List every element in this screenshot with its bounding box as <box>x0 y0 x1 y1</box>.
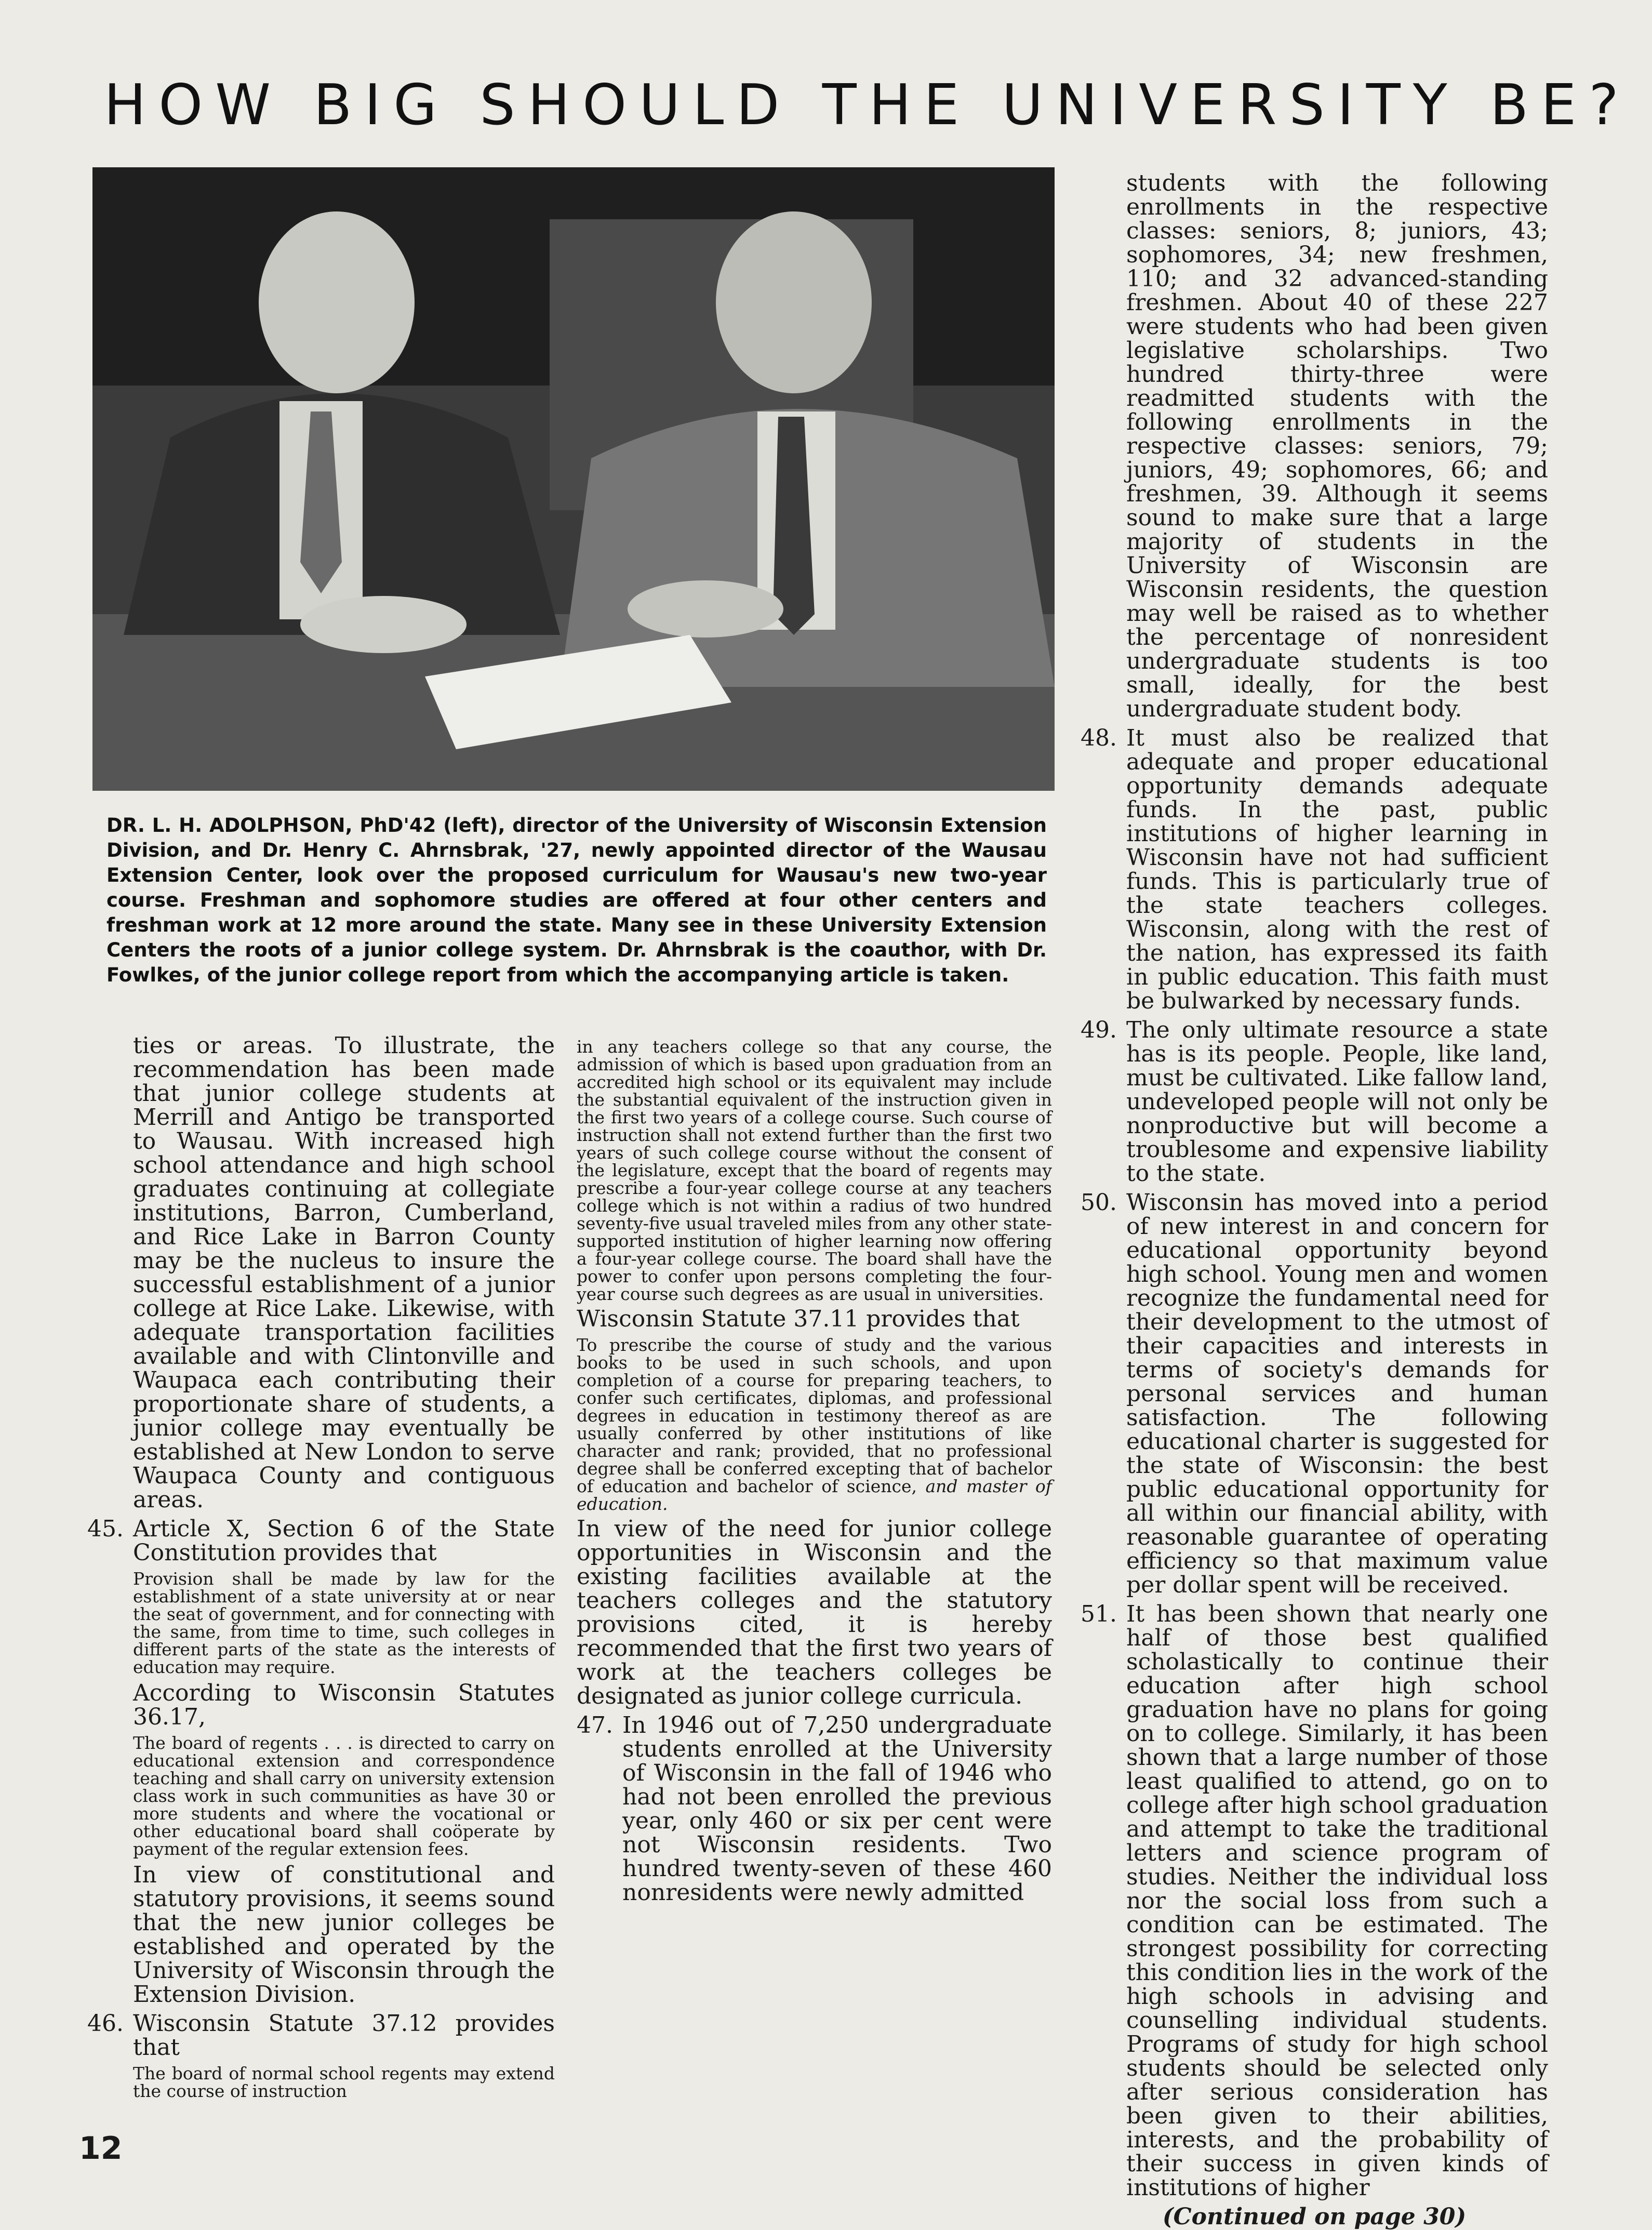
paragraph-text: The only ultimate resource a state has is its people. People, like land, must be cultivated. Like fallow land, undeveloped people will not only be nonproductive but will become a troublesome and expensive liability to the state. <box>1126 1017 1548 1187</box>
paragraph-47-continued: students with the following enrollments in the respective classes: seniors, 8; juniors, 43; sophomores, 34; new freshmen, 110; and 32 advanced-standing freshmen. About 40 of these 227 were students who had been given legislative scholarships. Two hundred thirty-three were readmitted students with the following enrollments in the respective classes: seniors, 79; juniors, 49; sophomores, 66; and freshmen, 39. Although it seems sound to make sure that a large majority of students in the University of Wisconsin are Wisconsin residents, the question may well be raised as to whether the percentage of nonresident undergraduate students is too small, ideally, for the best undergraduate student body. <box>1126 170 1548 722</box>
paragraph-number: 46. <box>87 2010 124 2037</box>
paragraph-text: It must also be realized that adequate and proper educational opportunity demands adequate funds. In the past, public institutions of higher learning in Wisconsin have not had sufficient funds. This is particularly true of the state teachers colleges. Wisconsin, along with the rest of the nation, has expressed its faith in public education. This faith must be bulwarked by necessary funds. <box>1126 725 1548 1014</box>
paragraph-45 <box>87 1517 555 1565</box>
paragraph-number: 50. <box>1081 1189 1117 1216</box>
quote-statute-37-12: The board of normal school regents may extend the course of instruction <box>133 2063 555 2101</box>
quote-statute-36-17: The board of regents . . . is directed to carry on educational extension and correspondence teaching and shall carry on university extension class work in such communities as have 30 or more students and where the vocational or other educational board shall coöperate by payment of the regular extension fees. <box>133 1733 555 1859</box>
paragraph-51 <box>1081 1602 1548 2200</box>
paragraph-statute-36-17: According to Wisconsin Statutes 36.17, <box>133 1680 555 1730</box>
photo-two-men-at-table <box>92 167 1055 791</box>
paragraph-number: 48. <box>1081 725 1117 751</box>
right-column <box>1081 170 1548 2230</box>
paragraph-recommendation-teachers-colleges: In view of the need for junior college opportunities in Wisconsin and the existing facilities available at the teachers colleges and the statutory provisions cited, it is hereby recommended that the first two years of work at the teachers colleges be designated as junior college curricula. <box>577 1516 1052 1709</box>
paragraph-50 <box>1081 1191 1548 1597</box>
photo-caption: DR. L. H. ADOLPHSON, PhD'42 (left), director of the University of Wisconsin Extension Division, and Dr. Henry C. Ahrnsbrak, '27, newly appointed director of the Wausau Extension Center, look over the proposed curriculum for Wausau's new two-year course. Freshman and sophomore studies are offered at four other centers and freshman work at 12 more around the state. Many see in these University Extension Centers the roots of a junior college system. Dr. Ahrnsbrak is the coauthor, with Dr. Fowlkes, of the junior college report from which the accompanying article is taken. <box>106 814 1047 986</box>
paragraph-46 <box>87 2012 555 2060</box>
paragraph-number: 45. <box>87 1516 124 1542</box>
quote-text: To prescribe the course of study and the various books to be used in such schools, and upon completion of a course for preparing teachers, to confer such certificates, diplomas, and professional degrees in education in testimony thereof as are usually conferred by other institutions of like character and rank; provided, that no professional degree shall be conferred excepting that of bachelor of education and bachelor of science, <box>577 1335 1052 1496</box>
paragraph-statute-37-11: Wisconsin Statute 37.11 provides that <box>577 1306 1020 1332</box>
left-column <box>87 1034 555 2115</box>
quote-italic-text: and master of education. <box>577 1476 1052 1514</box>
paragraph-text: Wisconsin Statute 37.12 provides that <box>133 2010 555 2061</box>
paragraph-48 <box>1081 726 1548 1013</box>
middle-column <box>577 1038 1052 2119</box>
paragraph-49 <box>1081 1018 1548 1186</box>
paragraph-number: 51. <box>1081 1601 1117 1627</box>
paragraph-continued: ties or areas. To illustrate, the recommendation has been made that junior college students at Merrill and Antigo be transported to Wausau. With increased high school attendance and high school graduates continuing at collegiate institutions, Barron, Cumberland, and Rice Lake in Barron County may be the nucleus to insure the successful establishment of a junior college at Rice Lake. Likewise, with adequate transportation facilities available and with Clintonville and Waupaca each contributing their proportionate share of students, a junior college may eventually be established at New London to serve Waupaca County and contiguous areas. <box>133 1032 555 1513</box>
paragraph-text: It has been shown that nearly one half of those best qualified scholastically to continue their education after high school graduation have no plans for going on to college. Similarly, it has been shown that a large number of those least qualified to attend, go on to college after high school graduation and attempt to take the traditional letters and science program of studies. Neither the individual loss nor the social loss from such a condition can be estimated. The strongest possibility for correcting this condition lies in the work of the high schools in advising and counselling individual students. Programs of study for high school students should be selected only after serious consideration has been given to their abilities, interests, and the probability of their success in given kinds of institutions of higher <box>1126 1601 1548 2201</box>
paragraph-number: 47. <box>577 1712 613 1738</box>
article-title: HOW BIG SHOULD THE UNIVERSITY BE? <box>104 73 1631 138</box>
paragraph-recommendation-extension: In view of constitutional and statutory provisions, it seems sound that the new junior colleges be established and operated by the University of Wisconsin through the Extension Division. <box>133 1862 555 2008</box>
continued-note: (Continued on page 30) <box>1162 2204 1467 2230</box>
paragraph-47 <box>577 1714 1052 1905</box>
paragraph-text: Article X, Section 6 of the State Constitution provides that <box>133 1516 555 1566</box>
page-number: 12 <box>79 2130 123 2167</box>
article-photo <box>92 167 1055 791</box>
quote-statute-37-11 <box>577 1336 1052 1513</box>
paragraph-text: Wisconsin has moved into a period of new interest in and concern for educational opportunity beyond high school. Young men and women recognize the fundamental need for their development to the utmost of their capacities and interests in terms of society's demands for personal services and human satisfaction. The following educational charter is suggested for the state of Wisconsin: the best public educational opportunity for all within our financial ability, with reasonable guarantee of operating efficiency so that maximum value per dollar spent will be received. <box>1126 1189 1548 1598</box>
paragraph-number: 49. <box>1081 1017 1117 1043</box>
quote-state-constitution: Provision shall be made by law for the establishment of a state university at or near the seat of government, and for connecting with the same, from time to time, such colleges in different parts of the state as the interests of education may require. <box>133 1569 555 1677</box>
quote-statute-37-12-continued: in any teachers college so that any course, the admission of which is based upon graduation from an accredited high school or its equivalent may include the substantial equivalent of the instruction given in the first two years of a college course. Such course of instruction shall not extend further than the first two years of such college course without the consent of the legislature, except that the board of regents may prescribe a four-year college course at any teachers college which is not within a radius of two hundred seventy-five usual traveled miles from any other state-supported institution of higher learning now offering a four-year college course. The board shall have the power to confer upon persons completing the four-year course such degrees as are usual in universities. <box>577 1037 1052 1304</box>
paragraph-text: In 1946 out of 7,250 undergraduate students enrolled at the University of Wisconsin in the fall of 1946 who had not been enrolled the previous year, only 460 or six per cent were not Wisconsin residents. Two hundred twenty-seven of these 460 nonresidents were newly admitted <box>622 1712 1052 1906</box>
